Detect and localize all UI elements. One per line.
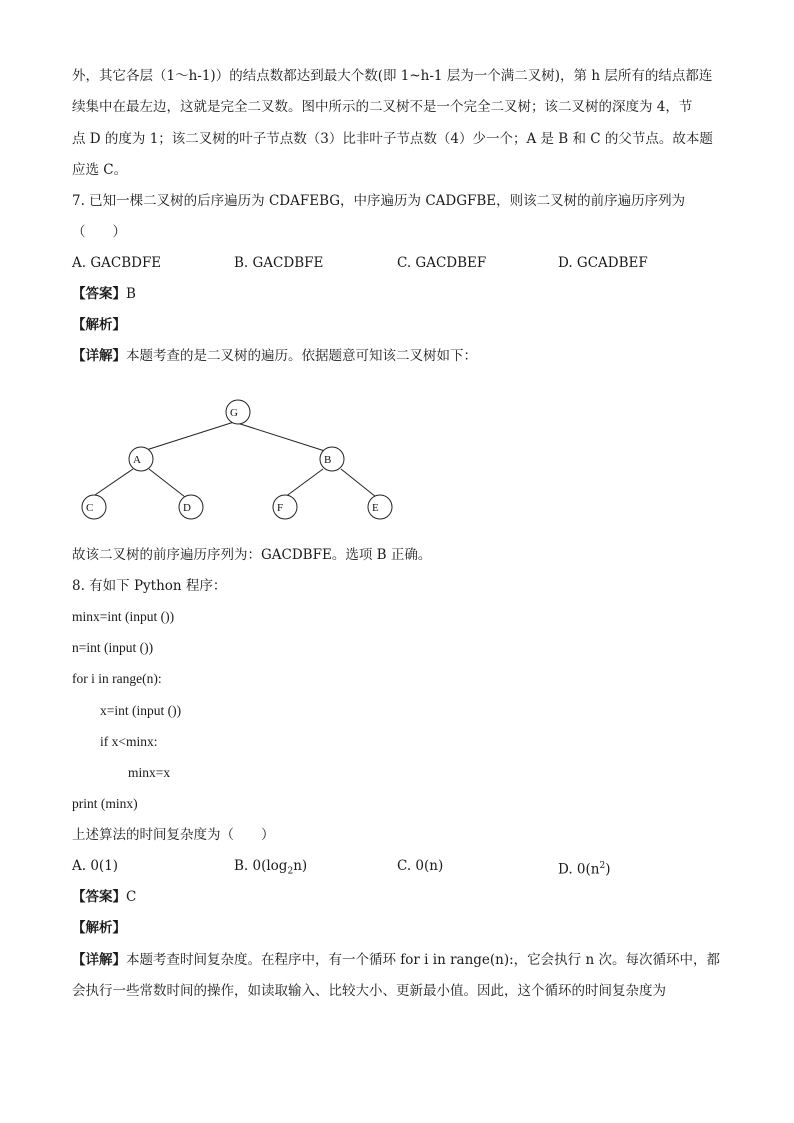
q7-conclusion: 故该二叉树的前序遍历序列为：GACDBFE。选项 B 正确。	[72, 547, 432, 563]
q8-analysis-tag: 【解析】	[72, 920, 126, 936]
node-label-d: D	[183, 502, 191, 514]
node-label-c: C	[86, 502, 94, 514]
code-line-1: minx=int (input ())	[72, 609, 175, 624]
q7-detail-text: 本题考查的是二叉树的遍历。依据题意可知该二叉树如下：	[126, 348, 477, 364]
intro-line-2: 续集中在最左边，这就是完全二叉数。图中所示的二叉树不是一个完全二叉树；该二叉树的深度为 4，节	[72, 99, 693, 115]
code-line-2: n=int (input ())	[72, 640, 154, 655]
intro-line-4: 应选 C。	[72, 162, 128, 178]
node-label-a: A	[133, 454, 141, 466]
q7-analysis-line	[72, 315, 722, 335]
q8-answer-line	[72, 887, 722, 907]
q7-answer-line	[72, 284, 722, 304]
q8-detail-tag: 【详解】	[72, 952, 126, 968]
q8-option-b	[234, 856, 307, 882]
code-line-4: x=int (input ())	[100, 703, 182, 718]
q8-option-a: A. 0(1)	[72, 858, 119, 874]
q8-option-d-pre: D. 0(n	[558, 861, 600, 878]
edge-b-f	[285, 469, 323, 497]
q8-option-d-post: )	[605, 861, 611, 878]
edge-b-e	[341, 469, 376, 497]
q7-option-a: A. GACBDFE	[72, 255, 162, 271]
q8-option-b-pre: B. 0(log	[234, 858, 288, 874]
q8-answer-tag: 【答案】	[72, 889, 126, 905]
node-label-f: F	[277, 502, 284, 514]
node-label-e: E	[372, 502, 379, 514]
q7-option-d: D. GCADBEF	[558, 255, 648, 271]
q7-option-b: B. GACDBFE	[234, 255, 324, 271]
q8-detail-line-2: 会执行一些常数时间的操作，如读取输入、比较大小、更新最小值。因此，这个循环的时间复杂度为	[72, 983, 666, 999]
edge-g-a	[140, 422, 234, 452]
edge-a-d	[149, 469, 185, 497]
code-line-7: print (minx)	[72, 796, 138, 811]
node-label-g: G	[230, 407, 238, 419]
q7-detail-tag: 【详解】	[72, 348, 126, 364]
q8-option-b-sub: 2	[287, 866, 294, 877]
intro-line-1: 外，其它各层（1～h-1)）的结点数都达到最大个数(即 1~h-1 层为一个满二叉树)，第 h 层所有的结点都连	[72, 68, 713, 84]
q7-paren: （ ）	[72, 224, 126, 240]
q8-answer-value: C	[126, 889, 137, 905]
q8-option-b-post: n)	[293, 858, 308, 874]
q8-analysis-line	[72, 918, 722, 938]
q8-stem: 8. 有如下 Python 程序：	[72, 578, 227, 594]
code-line-3: for i in range(n):	[72, 671, 162, 686]
binary-tree-diagram	[72, 390, 432, 530]
edge-a-c	[92, 469, 133, 497]
q7-analysis-tag: 【解析】	[72, 317, 126, 333]
node-label-b: B	[324, 454, 332, 466]
q8-detail-text-1: 本题考查时间复杂度。在程序中，有一个循环 for i in range(n):，它会执行 n 次。每次循环中，都	[126, 952, 720, 968]
q7-detail-line	[72, 346, 722, 366]
q8-option-c: C. 0(n)	[397, 858, 444, 874]
q7-answer-value: B	[126, 286, 136, 302]
q7-answer-tag: 【答案】	[72, 286, 126, 302]
code-line-5: if x<minx:	[100, 734, 158, 749]
q7-option-c: C. GACDBEF	[397, 255, 487, 271]
q8-option-d	[558, 856, 611, 880]
code-line-6: minx=x	[128, 765, 171, 780]
edge-g-b	[234, 422, 328, 452]
q8-detail-line-1	[72, 950, 722, 970]
q8-option-d-sup: 2	[599, 861, 606, 871]
q7-stem: 7. 已知一棵二叉树的后序遍历为 CDAFEBG，中序遍历为 CADGFBE，则该二叉树的前序遍历序列为	[72, 193, 686, 209]
intro-line-3: 点 D 的度为 1；该二叉树的叶子节点数（3）比非叶子节点数（4）少一个；A 是 B 和 C 的父节点。故本题	[72, 131, 713, 147]
q8-question: 上述算法的时间复杂度为（ ）	[72, 827, 275, 843]
